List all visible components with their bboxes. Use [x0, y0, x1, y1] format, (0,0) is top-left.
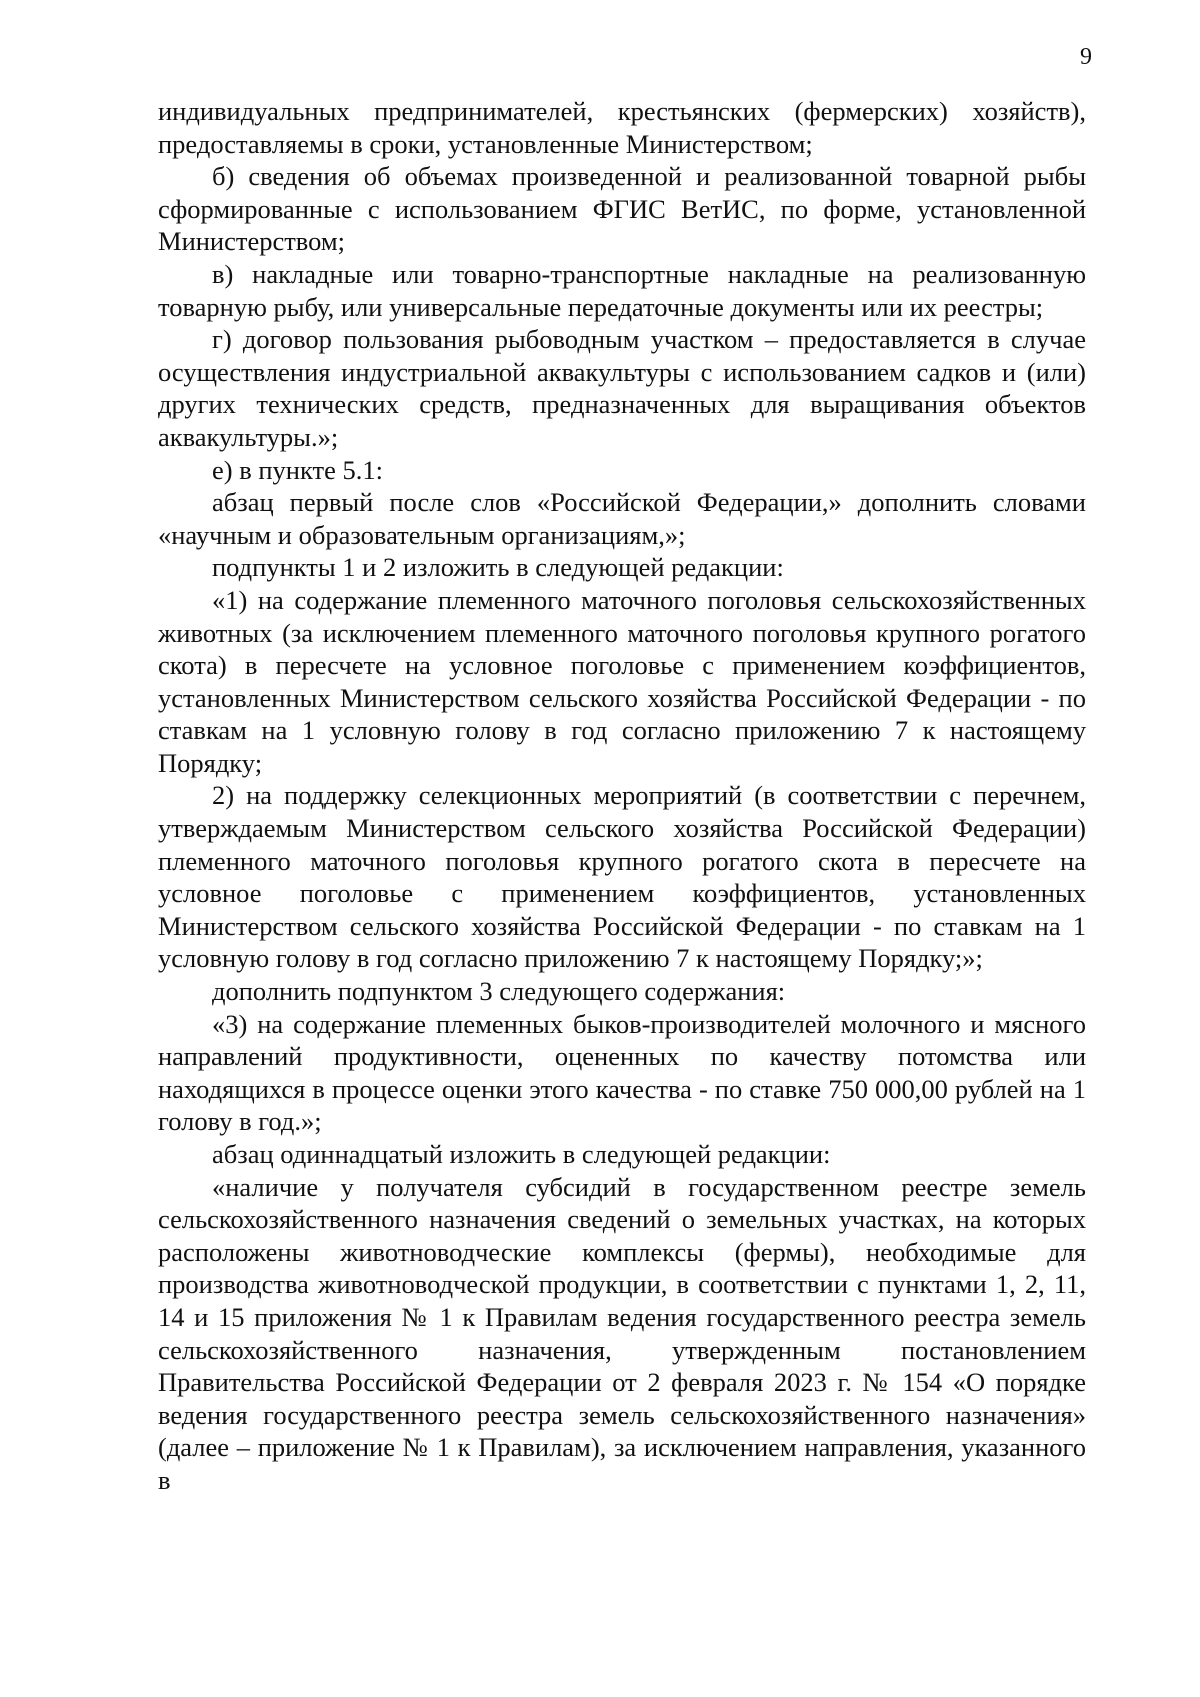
paragraph: индивидуальных предпринимателей, крестьянских (фермерских) хозяйств), предоставляемы в сроки, установленные Министерством;	[158, 96, 1086, 159]
paragraph: «1) на содержание племенного маточного поголовья сельскохозяйственных животных (за исключением племенного маточного поголовья крупного рогатого скота) в пересчете на условное поголовье с применением коэффициентов, установленных Министерством сельского хозяйства Российской Федерации - по ставкам на 1 условную голову в год согласно приложению 7 к настоящему Порядку;	[158, 584, 1086, 778]
paragraph: б) сведения об объемах произведенной и реализованной товарной рыбы сформированные с использованием ФГИС ВетИС, по форме, установленной Министерством;	[158, 161, 1086, 257]
paragraph: абзац первый после слов «Российской Федерации,» дополнить словами «научным и образовательным организациям,»;	[158, 487, 1086, 550]
paragraph: 2) на поддержку селекционных мероприятий (в соответствии с перечнем, утверждаемым Министерством сельского хозяйства Российской Федерации) племенного маточного поголовья крупного рогатого скота в пересчете на условное поголовье с применением коэффициентов, установленных Министерством сельского хозяйства Российской Федерации - по ставкам на 1 условную голову в год согласно приложению 7 к настоящему Порядку;»;	[158, 780, 1086, 974]
paragraph: дополнить подпунктом 3 следующего содержания:	[212, 976, 786, 1007]
paragraph: е) в пункте 5.1:	[212, 454, 383, 485]
paragraph: «3) на содержание племенных быков-производителей молочного и мясного направлений продуктивности, оцененных по качеству потомства или находящихся в процессе оценки этого качества - по ставке 750 000,00 рублей на 1 голову в год.»;	[158, 1008, 1086, 1137]
paragraph: абзац одиннадцатый изложить в следующей редакции:	[212, 1139, 831, 1169]
page-number: 9	[1080, 44, 1092, 70]
paragraph: подпункты 1 и 2 изложить в следующей редакции:	[212, 552, 784, 583]
document-body	[158, 95, 1086, 1497]
paragraph: в) накладные или товарно-транспортные накладные на реализованную товарную рыбу, или универсальные передаточные документы или их реестры;	[158, 258, 1086, 322]
paragraph: «наличие у получателя субсидий в государственном реестре земель сельскохозяйственного назначения сведений о земельных участках, на которых расположены животноводческие комплексы (фермы), необходимые для производства животноводческой продукции, в соответствии с пунктами 1, 2, 11, 14 и 15 приложения № 1 к Правилам ведения государственного реестра земель сельскохозяйственного назначения, утвержденным постановлением Правительства Российской Федерации от 2 февраля 2023 г. № 154 «О порядке ведения государственного реестра земель сельскохозяйственного назначения» (далее – приложение № 1 к Правилам), за исключением направления, указанного в	[158, 1171, 1086, 1495]
paragraph: г) договор пользования рыбоводным участком – предоставляется в случае осуществления индустриальной аквакультуры с использованием садков и (или) других технических средств, предназначенных для выращивания объектов аквакультуры.»;	[158, 324, 1086, 452]
